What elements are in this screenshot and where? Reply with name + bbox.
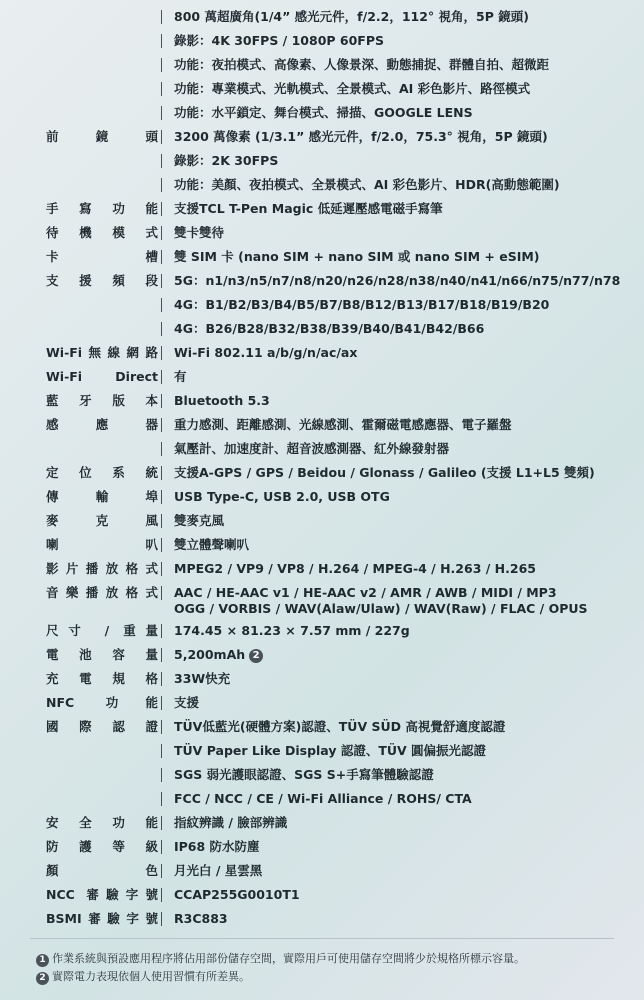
spec-value-text: 5G：n1/n3/n5/n7/n8/n20/n26/n28/n38/n40/n41/n66/n75/n77/n78 [174, 273, 621, 288]
spec-value-text: 重力感測、距離感測、光線感測、霍爾磁電感應器、電子羅盤 [174, 417, 512, 432]
spec-value [174, 811, 287, 835]
spec-row [0, 883, 644, 907]
spec-value [174, 907, 228, 931]
spec-row [0, 907, 644, 931]
spec-row [0, 365, 644, 389]
spec-row [0, 557, 644, 581]
spec-value-text: TÜV Paper Like Display 認證、TÜV 圓偏振光認證 [174, 743, 487, 758]
spec-value-line: AAC / HE-AAC v1 / HE-AAC v2 / AMR / AWB / MIDI / MP3 [174, 585, 557, 600]
row-separator [161, 298, 162, 312]
spec-row [0, 77, 644, 101]
spec-value [174, 269, 620, 293]
row-separator [161, 370, 162, 384]
spec-row [0, 509, 644, 533]
spec-label: 感應器 [46, 417, 158, 432]
footnote-badge: 2 [249, 649, 263, 663]
row-separator [161, 888, 162, 902]
spec-value-text: USB Type-C, USB 2.0, USB OTG [174, 489, 390, 504]
spec-value [174, 509, 224, 533]
spec-value-text: IP68 防水防塵 [174, 839, 260, 854]
spec-value-text: 雙立體聲喇叭 [174, 537, 250, 552]
spec-row [0, 149, 644, 173]
spec-label: BSMI審驗字號 [46, 911, 158, 926]
spec-label: 前鏡頭 [46, 129, 158, 144]
spec-value-text: 雙卡雙待 [174, 225, 225, 240]
spec-value [174, 149, 278, 173]
spec-row [0, 619, 644, 643]
footnotes [36, 950, 525, 986]
spec-label: 麥克風 [46, 513, 158, 528]
row-separator [161, 466, 162, 480]
row-separator [161, 10, 162, 24]
spec-value-text: R3C883 [174, 911, 228, 926]
spec-value-text: 33W快充 [174, 671, 231, 686]
spec-value-text: TÜV低藍光(硬體方案)認證、TÜV SÜD 高視覺舒適度認證 [174, 719, 506, 734]
spec-value [174, 585, 588, 617]
row-separator [161, 792, 162, 806]
spec-value [174, 557, 536, 581]
spec-value [174, 667, 230, 691]
spec-row [0, 317, 644, 341]
spec-row [0, 389, 644, 413]
row-separator [161, 82, 162, 96]
spec-label: 顏色 [46, 863, 158, 878]
row-separator [161, 648, 162, 662]
spec-row [0, 691, 644, 715]
spec-row [0, 245, 644, 269]
row-separator [161, 106, 162, 120]
spec-value-text: Bluetooth 5.3 [174, 393, 270, 408]
row-separator [161, 768, 162, 782]
row-separator [161, 490, 162, 504]
row-separator [161, 514, 162, 528]
spec-value-text: CCAP255G0010T1 [174, 887, 300, 902]
spec-value [174, 173, 560, 197]
spec-value-text: 氣壓計、加速度計、超音波感測器、紅外線發射器 [174, 441, 450, 456]
spec-value [174, 739, 486, 763]
spec-value [174, 77, 530, 101]
spec-row [0, 835, 644, 859]
spec-row [0, 269, 644, 293]
spec-label: Wi-Fi無線網路 [46, 345, 158, 360]
spec-value [174, 389, 270, 413]
row-separator [161, 744, 162, 758]
spec-row [0, 53, 644, 77]
row-separator [161, 624, 162, 638]
spec-label: 電池容量 [46, 647, 158, 662]
spec-value-text: 錄影：2K 30FPS [174, 153, 279, 168]
spec-label: 防護等級 [46, 839, 158, 854]
row-separator [161, 394, 162, 408]
spec-value [174, 293, 549, 317]
spec-value-text: 指紋辨識 / 臉部辨識 [174, 815, 288, 830]
spec-row [0, 413, 644, 437]
row-separator [161, 130, 162, 144]
row-separator [161, 672, 162, 686]
spec-value [174, 643, 263, 667]
spec-value-text: 4G：B1/B2/B3/B4/B5/B7/B8/B12/B13/B17/B18/B19/B20 [174, 297, 550, 312]
spec-value-text: 4G：B26/B28/B32/B38/B39/B40/B41/B42/B66 [174, 321, 485, 336]
footnote-item [36, 968, 525, 986]
spec-value [174, 413, 512, 437]
spec-label: 國際認證 [46, 719, 158, 734]
row-separator [161, 864, 162, 878]
spec-value-text: 800 萬超廣角(1/4” 感光元件，f/2.2，112° 視角，5P 鏡頭) [174, 9, 529, 24]
spec-label: 支援頻段 [46, 273, 158, 288]
spec-label: 喇叭 [46, 537, 158, 552]
spec-row [0, 341, 644, 365]
spec-value-text: 雙 SIM 卡 (nano SIM + nano SIM 或 nano SIM + eSIM) [174, 249, 540, 264]
spec-value [174, 437, 449, 461]
spec-row [0, 811, 644, 835]
spec-value [174, 125, 548, 149]
row-separator [161, 34, 162, 48]
row-separator [161, 58, 162, 72]
spec-row [0, 29, 644, 53]
footnote-text: 作業系統與預設應用程序將佔用部份儲存空間，實際用戶可使用儲存空間將少於規格所標示容量。 [52, 952, 525, 965]
spec-row [0, 461, 644, 485]
spec-value-text: SGS 弱光護眼認證、SGS S+手寫筆體驗認證 [174, 767, 434, 782]
spec-value [174, 619, 410, 643]
spec-value [174, 715, 505, 739]
row-separator [161, 586, 162, 600]
spec-value-text: 3200 萬像素 (1/3.1” 感光元件，f/2.0，75.3° 視角，5P 鏡頭) [174, 129, 548, 144]
spec-label: 藍牙版本 [46, 393, 158, 408]
spec-value [174, 883, 300, 907]
row-separator [161, 226, 162, 240]
spec-label: 安全功能 [46, 815, 158, 830]
row-separator [161, 418, 162, 432]
row-separator [161, 696, 162, 710]
spec-row [0, 5, 644, 29]
spec-value-text: 錄影：4K 30FPS / 1080P 60FPS [174, 33, 385, 48]
spec-label: 卡槽 [46, 249, 158, 264]
row-separator [161, 912, 162, 926]
spec-value [174, 763, 434, 787]
footnote-item [36, 950, 525, 968]
spec-row [0, 221, 644, 245]
spec-value [174, 485, 390, 509]
spec-value [174, 245, 540, 269]
row-separator [161, 178, 162, 192]
spec-label: NFC 功能 [46, 695, 158, 710]
spec-row [0, 125, 644, 149]
spec-value-text: 支援 [174, 695, 200, 710]
spec-row [0, 715, 644, 739]
spec-label: 尺寸 / 重量 [46, 623, 158, 638]
spec-row [0, 667, 644, 691]
spec-row [0, 859, 644, 883]
spec-value [174, 317, 484, 341]
spec-value-text: 支援A-GPS / GPS / Beidou / Glonass / Galileo (支援 L1+L5 雙頻) [174, 465, 595, 480]
spec-value-text: 有 [174, 369, 187, 384]
spec-label: 定位系統 [46, 465, 158, 480]
spec-value [174, 221, 224, 245]
spec-row [0, 173, 644, 197]
spec-value [174, 691, 199, 715]
spec-label: NCC 審驗字號 [46, 887, 158, 902]
spec-row [0, 763, 644, 787]
spec-label: 充電規格 [46, 671, 158, 686]
row-separator [161, 346, 162, 360]
spec-value-text: Wi-Fi 802.11 a/b/g/n/ac/ax [174, 345, 358, 360]
spec-row [0, 533, 644, 557]
footnote-number-badge: 2 [36, 972, 49, 985]
spec-value [174, 341, 357, 365]
row-separator [161, 816, 162, 830]
spec-row [0, 787, 644, 811]
spec-row [0, 101, 644, 125]
spec-label: Wi-Fi Direct [46, 369, 158, 384]
spec-label: 音樂播放格式 [46, 585, 158, 600]
spec-value [174, 197, 443, 221]
spec-value-line: OGG / VORBIS / WAV(Alaw/Ulaw) / WAV(Raw) / FLAC / OPUS [174, 601, 588, 616]
spec-value [174, 835, 260, 859]
spec-label: 待機模式 [46, 225, 158, 240]
spec-value-text: FCC / NCC / CE / Wi-Fi Alliance / ROHS/ CTA [174, 791, 472, 806]
row-separator [161, 562, 162, 576]
spec-label: 手寫功能 [46, 201, 158, 216]
spec-row [0, 581, 644, 619]
row-separator [161, 274, 162, 288]
footnote-text: 實際電力表現依個人使用習慣有所差異。 [52, 970, 250, 983]
spec-row [0, 485, 644, 509]
footnote-number-badge: 1 [36, 954, 49, 967]
row-separator [161, 202, 162, 216]
spec-value [174, 29, 384, 53]
spec-value-text: 功能：專業模式、光軌模式、全景模式、AI 彩色影片、路徑模式 [174, 81, 531, 96]
spec-value [174, 461, 595, 485]
row-separator [161, 840, 162, 854]
spec-value [174, 101, 473, 125]
row-separator [161, 250, 162, 264]
spec-row [0, 739, 644, 763]
spec-row [0, 643, 644, 667]
row-separator [161, 442, 162, 456]
row-separator [161, 720, 162, 734]
spec-row [0, 437, 644, 461]
spec-value-text: 功能：美顏、夜拍模式、全景模式、AI 彩色影片、HDR(高動態範圍) [174, 177, 560, 192]
spec-value-text: 功能：夜拍模式、高像素、人像景深、動態捕捉、群體自拍、超微距 [174, 57, 550, 72]
spec-value [174, 5, 529, 29]
row-separator [161, 538, 162, 552]
spec-row [0, 197, 644, 221]
spec-label: 影片播放格式 [46, 561, 158, 576]
spec-value-text: 支援TCL T-Pen Magic 低延遲壓感電磁手寫筆 [174, 201, 443, 216]
spec-value-text: 174.45 × 81.23 × 7.57 mm / 227g [174, 623, 410, 638]
spec-label: 傳輸埠 [46, 489, 158, 504]
spec-value-text: MPEG2 / VP9 / VP8 / H.264 / MPEG-4 / H.263 / H.265 [174, 561, 536, 576]
spec-value [174, 859, 262, 883]
footnote-divider [30, 938, 614, 939]
spec-value [174, 365, 187, 389]
spec-value [174, 787, 472, 811]
spec-row [0, 293, 644, 317]
spec-value-text: 5,200mAh [174, 647, 246, 662]
spec-value-text: 雙麥克風 [174, 513, 225, 528]
row-separator [161, 322, 162, 336]
spec-value-text: 月光白 / 星雲黑 [174, 863, 263, 878]
row-separator [161, 154, 162, 168]
spec-value [174, 533, 249, 557]
spec-value-text: 功能：水平鎖定、舞台模式、掃描、GOOGLE LENS [174, 105, 473, 120]
spec-value [174, 53, 549, 77]
